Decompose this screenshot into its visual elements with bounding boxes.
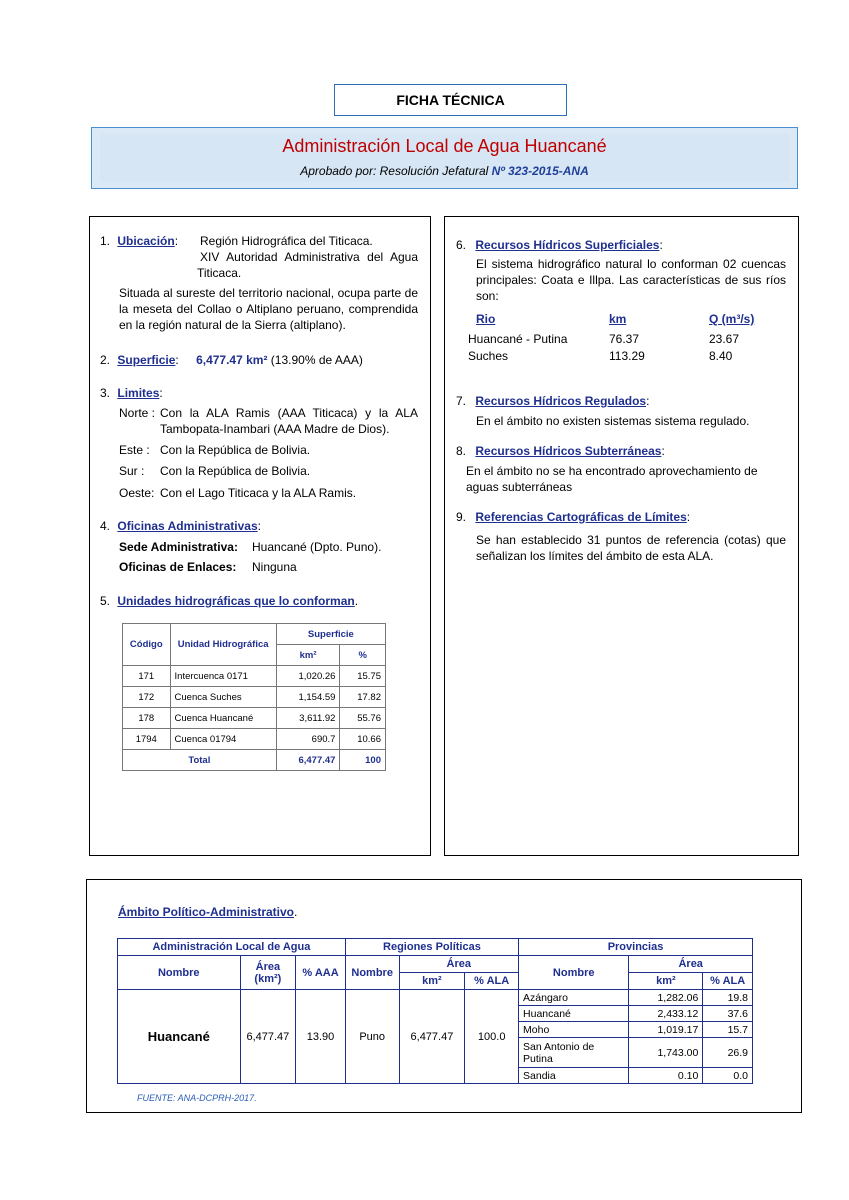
prov-km2: 1,743.00 (629, 1038, 703, 1068)
s2-num: 2. (100, 353, 111, 367)
s2-label: Superficie (117, 353, 176, 367)
ala-nombre: Huancané (118, 990, 241, 1084)
th-reg-area: Área (399, 956, 519, 973)
s2-row: 2. Superficie: 6,477.47 km² (13.90% de AAA) (100, 353, 363, 367)
cell-pct: 55.76 (340, 708, 386, 729)
s7-num: 7. (456, 394, 467, 408)
enlaces-key-text: Oficinas de Enlaces (119, 560, 233, 574)
s6-paragraph: El sistema hidrográfico natural lo conforman 02 cuencas principales: Coata e Illpa. Las características de sus ríos son: (476, 257, 786, 303)
table-row (123, 687, 386, 708)
table-row (123, 708, 386, 729)
prov-nombre: Moho (519, 1022, 629, 1038)
th-prov-pct: % ALA (703, 973, 753, 990)
s7-heading: 7. Recursos Hídricos Regulados: (456, 394, 650, 408)
rio-2: Suches (468, 349, 509, 363)
prov-pct: 19.8 (703, 990, 753, 1006)
prov-km2: 1,282.06 (629, 990, 703, 1006)
s6-num: 6. (456, 238, 467, 252)
th-ala: Administración Local de Agua (118, 939, 346, 956)
s1-line1: Región Hidrográfica del Titicaca. (200, 234, 373, 248)
s5-num: 5. (100, 594, 111, 608)
s1-line2: XIV Autoridad Administrativa del Agua Titicaca. (197, 250, 418, 280)
total-label: Total (123, 750, 277, 771)
sede-key-text: Sede Administrativa (119, 540, 234, 554)
s5-heading: 5. Unidades hidrográficas que lo conforman. (100, 594, 359, 608)
table-row (123, 729, 386, 750)
q-1: 23.67 (709, 332, 740, 346)
political-table (117, 938, 753, 1084)
th-unidad: Unidad Hidrográfica (170, 624, 276, 666)
th-ala-pct: % AAA (296, 956, 346, 990)
cell-codigo: 172 (123, 687, 171, 708)
total-km2: 6,477.47 (276, 750, 340, 771)
s8-num: 8. (456, 444, 467, 458)
s9-num: 9. (456, 510, 467, 524)
approval-line (92, 164, 797, 178)
th-ala-nombre: Nombre (118, 956, 241, 990)
total-pct: 100 (340, 750, 386, 771)
enlaces-key: Oficinas de Enlaces: (119, 560, 237, 574)
s1-label: Ubicación (117, 234, 175, 248)
km-header: km (609, 312, 627, 326)
s1-paragraph: Situada al sureste del territorio nacional, ocupa parte de la meseta del Collao o Altiplano peruano, comprendida en la región natural de la Sierra (altiplano). (119, 286, 418, 332)
s9-label: Referencias Cartográficas de Límites (475, 510, 687, 524)
este-value: Con la República de Bolivia. (160, 443, 311, 457)
th-superficie: Superficie (276, 624, 385, 645)
prov-nombre: Sandia (519, 1068, 629, 1084)
q-2: 8.40 (709, 349, 733, 363)
th-prov-area: Área (629, 956, 753, 973)
th-reg-nombre: Nombre (345, 956, 399, 990)
s8-paragraph: En el ámbito no se ha encontrado aprovechamiento de aguas subterráneas (466, 464, 758, 494)
s5-label: Unidades hidrográficas que lo conforman (117, 594, 355, 608)
th-provincias: Provincias (519, 939, 753, 956)
s8-label: Recursos Hídricos Subterráneas (475, 444, 662, 458)
oeste-value: Con el Lago Titicaca y la ALA Ramis. (160, 486, 357, 500)
s1-num: 1. (100, 234, 111, 248)
approval-prefix: Aprobado por: Resolución Jefatural (300, 164, 492, 178)
km-2: 113.29 (609, 349, 645, 363)
bottom-title-text: Ámbito Político-Administrativo (118, 905, 295, 919)
cell-pct: 10.66 (340, 729, 386, 750)
s7-label: Recursos Hídricos Regulados (475, 394, 647, 408)
th-reg-km2: km² (399, 973, 465, 990)
cell-unidad: Cuenca 01794 (170, 729, 276, 750)
th-regiones: Regiones Políticas (345, 939, 518, 956)
th-ala-area: Área (km²) (240, 956, 296, 990)
cell-km2: 1,154.59 (276, 687, 340, 708)
s8-heading: 8. Recursos Hídricos Subterráneas: (456, 444, 665, 458)
reg-nombre: Puno (345, 990, 399, 1084)
title-banner (91, 127, 798, 189)
s2-value: 6,477.47 km² (196, 353, 268, 367)
hydro-units-table (122, 623, 386, 771)
th-pct: % (340, 645, 386, 666)
table-row (118, 990, 753, 1006)
cell-unidad: Intercuenca 0171 (170, 666, 276, 687)
norte-value: Con la ALA Ramis (AAA Titicaca) y la ALA Tambopata-Inambari (AAA Madre de Dios). (160, 406, 418, 436)
cell-km2: 1,020.26 (276, 666, 340, 687)
prov-pct: 0.0 (703, 1068, 753, 1084)
cell-km2: 3,611.92 (276, 708, 340, 729)
prov-nombre: Azángaro (519, 990, 629, 1006)
cell-codigo: 1794 (123, 729, 171, 750)
cell-pct: 17.82 (340, 687, 386, 708)
sede-value: Huancané (Dpto. Puno). (252, 540, 382, 554)
cell-unidad: Cuenca Suches (170, 687, 276, 708)
rio-1: Huancané - Putina (468, 332, 568, 346)
oeste-key: Oeste: (119, 486, 155, 500)
cell-codigo: 178 (123, 708, 171, 729)
ficha-tecnica-title: FICHA TÉCNICA (334, 84, 567, 116)
cell-codigo: 171 (123, 666, 171, 687)
approval-org: ANA (562, 164, 589, 178)
s4-label: Oficinas Administrativas (117, 519, 258, 533)
s2-pct: (13.90% de AAA) (270, 353, 363, 367)
prov-km2: 2,433.12 (629, 1006, 703, 1022)
s9-paragraph: Se han establecido 31 puntos de referencia (cotas) que señalizan los límites del ámbito de esta ALA. (476, 533, 786, 563)
reg-km2: 6,477.47 (399, 990, 465, 1084)
cell-km2: 690.7 (276, 729, 340, 750)
table-row (123, 666, 386, 687)
prov-km2: 0.10 (629, 1068, 703, 1084)
s6-heading: 6. Recursos Hídricos Superficiales: (456, 238, 663, 252)
prov-pct: 37.6 (703, 1006, 753, 1022)
q-header: Q (m³/s) (709, 312, 755, 326)
th-prov-km2: km² (629, 973, 703, 990)
cell-unidad: Cuenca Huancané (170, 708, 276, 729)
ala-pct: 13.90 (296, 990, 346, 1084)
s7-paragraph: En el ámbito no existen sistemas sistema regulado. (476, 414, 750, 428)
s3-heading: 3. Limites: (100, 386, 163, 400)
s9-heading: 9. Referencias Cartográficas de Límites: (456, 510, 691, 524)
reg-pct: 100.0 (465, 990, 519, 1084)
prov-km2: 1,019.17 (629, 1022, 703, 1038)
sur-value: Con la República de Bolivia. (160, 464, 311, 478)
th-km2: km² (276, 645, 340, 666)
prov-nombre: Huancané (519, 1006, 629, 1022)
prov-pct: 26.9 (703, 1038, 753, 1068)
s4-heading: 4. Oficinas Administrativas: (100, 519, 261, 533)
enlaces-value: Ninguna (252, 560, 297, 574)
source-note: FUENTE: ANA-DCPRH-2017. (137, 1093, 257, 1103)
document-title: Administración Local de Agua Huancané (282, 136, 607, 156)
s3-label: Limites (117, 386, 160, 400)
th-prov-nombre: Nombre (519, 956, 629, 990)
prov-pct: 15.7 (703, 1022, 753, 1038)
prov-nombre: San Antonio de Putina (519, 1038, 629, 1068)
km-1: 76.37 (609, 332, 640, 346)
este-key: Este : (119, 443, 150, 457)
th-codigo: Código (123, 624, 171, 666)
s4-num: 4. (100, 519, 111, 533)
ala-area: 6,477.47 (240, 990, 296, 1084)
bottom-title: Ámbito Político-Administrativo. (118, 905, 298, 919)
s6-label: Recursos Hídricos Superficiales (475, 238, 660, 252)
cell-pct: 15.75 (340, 666, 386, 687)
approval-number: Nº 323-2015- (491, 164, 563, 178)
th-reg-pct: % ALA (465, 973, 519, 990)
norte-key: Norte : (119, 406, 156, 420)
s3-num: 3. (100, 386, 111, 400)
s1-heading: 1. Ubicación: (100, 234, 179, 248)
sur-key: Sur : (119, 464, 145, 478)
sede-key: Sede Administrativa: (119, 540, 238, 554)
rio-header: Rio (476, 312, 496, 326)
